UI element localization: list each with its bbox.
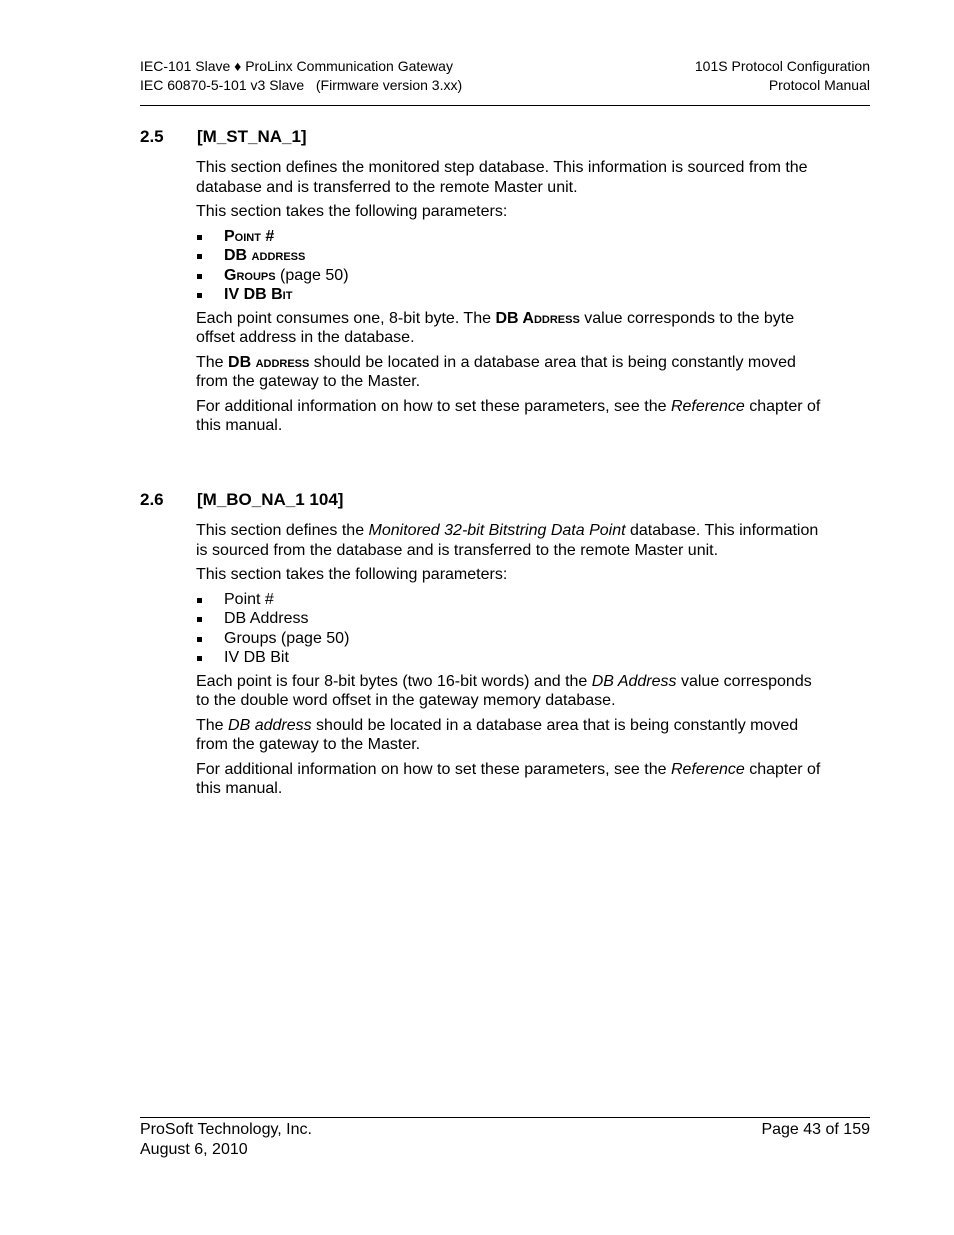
bullet-icon [197, 235, 202, 240]
parameter-list [196, 590, 821, 668]
bullet-icon [197, 598, 202, 603]
list-item [196, 227, 821, 247]
paragraph-reference: For additional information on how to set these parameters, see the Reference chapter of this manual. [196, 397, 821, 434]
section-title: [M_BO_NA_1 104] [197, 490, 344, 509]
section-intro: This section defines the Monitored 32-bit Bitstring Data Point database. This information is sourced from the database and is transferred to the remote Master unit. [196, 522, 819, 559]
params-intro: This section takes the following parameters: [196, 203, 508, 220]
section-intro: This section defines the monitored step database. This information is sourced from the database and is transferred to the remote Master unit. [196, 159, 808, 196]
list-item [196, 590, 821, 610]
term-data-point: Monitored 32-bit Bitstring Data Point [368, 522, 626, 539]
bullet-icon [197, 293, 202, 298]
list-item [196, 266, 821, 286]
param-groups: Groups (page 50) [224, 629, 350, 647]
footer-left [140, 1120, 312, 1159]
params-intro: This section takes the following parameters: [196, 566, 508, 583]
list-item [196, 629, 821, 649]
bullet-icon [197, 617, 202, 622]
paragraph-byte-size: Each point is four 8-bit bytes (two 16-bit words) and the DB Address value corresponds to the double word offset in the gateway memory database. [196, 672, 812, 709]
section-2-6-body [196, 521, 821, 804]
param-db-address: DB Address [224, 610, 309, 627]
param-groups-page-ref: (page 50) [275, 266, 349, 284]
bullet-icon [197, 254, 202, 259]
list-item [196, 648, 821, 668]
param-iv-db-bit: IV DB Bit [224, 649, 289, 666]
section-number: 2.5 [140, 127, 164, 146]
reference-link-text: Reference [670, 760, 745, 778]
header-chapter: 101S Protocol Configuration [694, 58, 870, 74]
term-db-address: DB Address [495, 309, 580, 327]
header-firmware-line: IEC 60870-5-101 v3 Slave (Firmware version 3.xx) [140, 77, 463, 93]
page-footer [140, 1117, 870, 1158]
page-header [140, 57, 870, 106]
paragraph-db-location: The DB address should be located in a database area that is being constantly moved from the gateway to the Master. [196, 353, 796, 390]
reference-link-text: Reference [670, 397, 745, 415]
paragraph-db-location: The DB address should be located in a database area that is being constantly moved from the gateway to the Master. [196, 716, 799, 753]
footer-page-number: Page 43 of 159 [761, 1121, 870, 1138]
section-title: [M_ST_NA_1] [197, 127, 307, 146]
header-left [140, 57, 462, 95]
header-product-line: IEC-101 Slave ♦ ProLinx Communication Gateway [140, 58, 453, 74]
term-db-address: DB address [228, 353, 310, 371]
list-item [196, 285, 821, 305]
section-number: 2.6 [140, 490, 164, 509]
bullet-icon [197, 656, 202, 661]
list-item [196, 609, 821, 629]
header-manual: Protocol Manual [768, 77, 870, 93]
param-point: Point # [224, 227, 275, 245]
section-2-5-body [196, 158, 821, 441]
footer-date: August 6, 2010 [140, 1140, 248, 1158]
section-2-6-heading [140, 490, 343, 510]
param-iv-db-bit: IV DB Bit [224, 286, 293, 303]
param-point: Point # [224, 590, 274, 608]
param-db-address: DB address [224, 247, 306, 264]
section-2-5-heading [140, 127, 307, 147]
list-item [196, 246, 821, 266]
paragraph-byte-size: Each point consumes one, 8-bit byte. The DB Address value corresponds to the byte offset address in the database. [196, 309, 795, 346]
param-groups: Groups [224, 266, 276, 284]
parameter-list [196, 227, 821, 305]
bullet-icon [197, 274, 202, 279]
term-db-address: DB address [228, 716, 312, 734]
paragraph-reference: For additional information on how to set these parameters, see the Reference chapter of this manual. [196, 760, 821, 797]
footer-company: ProSoft Technology, Inc. [140, 1121, 312, 1138]
term-db-address: DB Address [591, 672, 677, 690]
header-right [695, 57, 870, 95]
bullet-icon [197, 637, 202, 642]
